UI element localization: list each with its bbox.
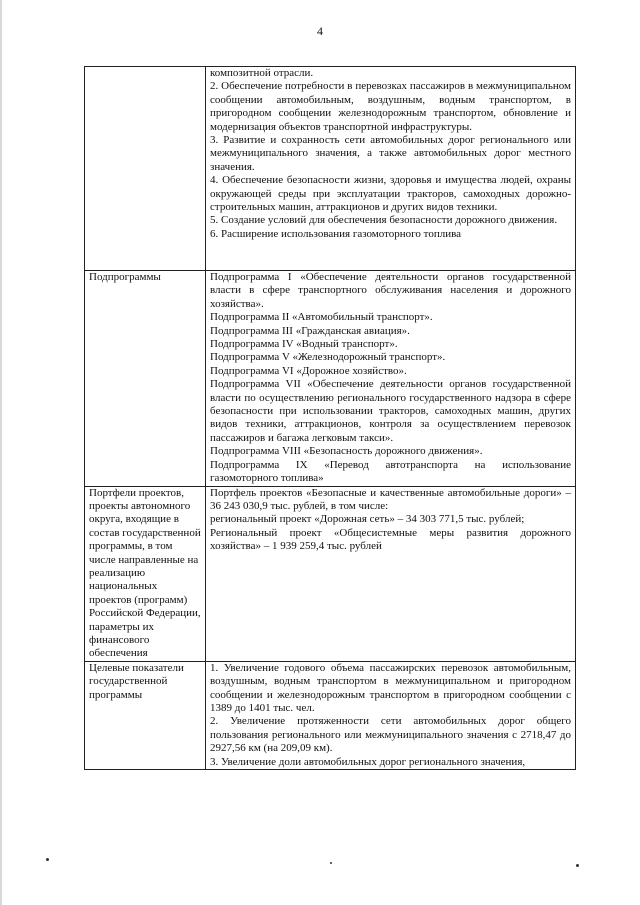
- paragraph: Подпрограмма VIII «Безопасность дорожного движения».: [210, 445, 483, 458]
- paragraph: Подпрограмма VII «Обеспечение деятельности органов государственной власти по осуществлению регионального государственного надзора в сфере безопасности при использовании тракторов, самоходных машин, других видов техники, аттракционов, контроля за осуществлением перевозок пассажиров и багажа легковым такси».: [210, 378, 571, 444]
- row-label-text: Целевые показатели государственной программы: [89, 661, 184, 701]
- paragraph: 4. Обеспечение безопасности жизни, здоровья и имущества людей, охраны окружающей среды при эксплуатации тракторов, самоходных дорожно-строительных машин, аттракционов и других видов техники.: [210, 174, 571, 214]
- scan-speck: [576, 864, 579, 867]
- paragraph: 5. Создание условий для обеспечения безопасности дорожного движения.: [210, 214, 558, 227]
- paragraph: 2. Увеличение протяженности сети автомобильных дорог общего пользования регионального или межмуниципального значения с 2718,47 до 2927,56 км (на 209,09 км).: [210, 715, 571, 755]
- table-row-subprograms: [85, 271, 576, 487]
- row-content: [206, 67, 576, 271]
- paragraph: 2. Обеспечение потребности в перевозках пассажиров в межмуниципальном сообщении автомобильным, воздушным, водным транспортом, в пригородном сообщении железнодорожным транспортом, обновление и модернизация объектов транспортной инфраструктуры.: [210, 80, 571, 133]
- table-row-goals: [85, 67, 576, 271]
- row-label: [85, 67, 206, 271]
- paragraph: Подпрограмма II «Автомобильный транспорт».: [210, 311, 433, 324]
- paragraph: 6. Расширение использования газомоторного топлива: [210, 227, 462, 240]
- program-passport-table: [84, 66, 576, 770]
- paragraph: Подпрограмма IV «Водный транспорт».: [210, 338, 398, 351]
- paragraph: Региональный проект «Общесистемные меры развития дорожного хозяйства» – 1 939 259,4 тыс. рублей: [210, 526, 571, 553]
- table-row-target-indicators: [85, 661, 576, 769]
- paragraph: Портфель проектов «Безопасные и качественные автомобильные дороги» – 36 243 030,9 тыс. рублей, в том числе:: [210, 486, 571, 512]
- paragraph: Подпрограмма IX «Перевод автотранспорта на использование газомоторного топлива»: [210, 458, 571, 485]
- row-content: [206, 486, 576, 661]
- row-label-text: Портфели проектов, проекты автономного округа, входящие в состав государственной программы, в том числе направленные на реализацию национальных проектов (программ) Российской Федерации, параметры их финансового обеспечения: [89, 486, 201, 660]
- row-content: [206, 271, 576, 487]
- paragraph: 1. Увеличение годового объема пассажирских перевозок автомобильным, воздушным, водным транспортом в межмуниципальном и пригородном сообщении и железнодорожным транспортом в пригородном сообщении с 1389 до 1401 тыс. чел.: [210, 661, 571, 714]
- scan-edge-shadow: [0, 0, 2, 905]
- row-content: [206, 661, 576, 769]
- scan-speck: [46, 858, 49, 861]
- page-number: 4: [317, 24, 323, 38]
- paragraph: Подпрограмма VI «Дорожное хозяйство».: [210, 364, 407, 377]
- paragraph: Подпрограмма III «Гражданская авиация».: [210, 324, 410, 337]
- paragraph: 3. Увеличение доли автомобильных дорог регионального значения,: [210, 755, 526, 768]
- row-label: [85, 271, 206, 487]
- scan-speck: [330, 862, 332, 864]
- row-label: [85, 486, 206, 661]
- paragraph: региональный проект «Дорожная сеть» – 34 303 771,5 тыс. рублей;: [210, 513, 525, 526]
- row-label: [85, 661, 206, 769]
- paragraph: Подпрограмма V «Железнодорожный транспорт».: [210, 351, 446, 364]
- paragraph: Подпрограмма I «Обеспечение деятельности органов государственной власти в сфере транспортного обслуживания населения и дорожного хозяйства».: [210, 271, 571, 310]
- paragraph: композитной отрасли.: [210, 67, 314, 79]
- row-label-text: Подпрограммы: [89, 271, 161, 283]
- table-row-project-portfolios: [85, 486, 576, 661]
- paragraph: 3. Развитие и сохранность сети автомобильных дорог регионального или межмуниципального значения, а также автомобильных дорог местного значения.: [210, 134, 571, 173]
